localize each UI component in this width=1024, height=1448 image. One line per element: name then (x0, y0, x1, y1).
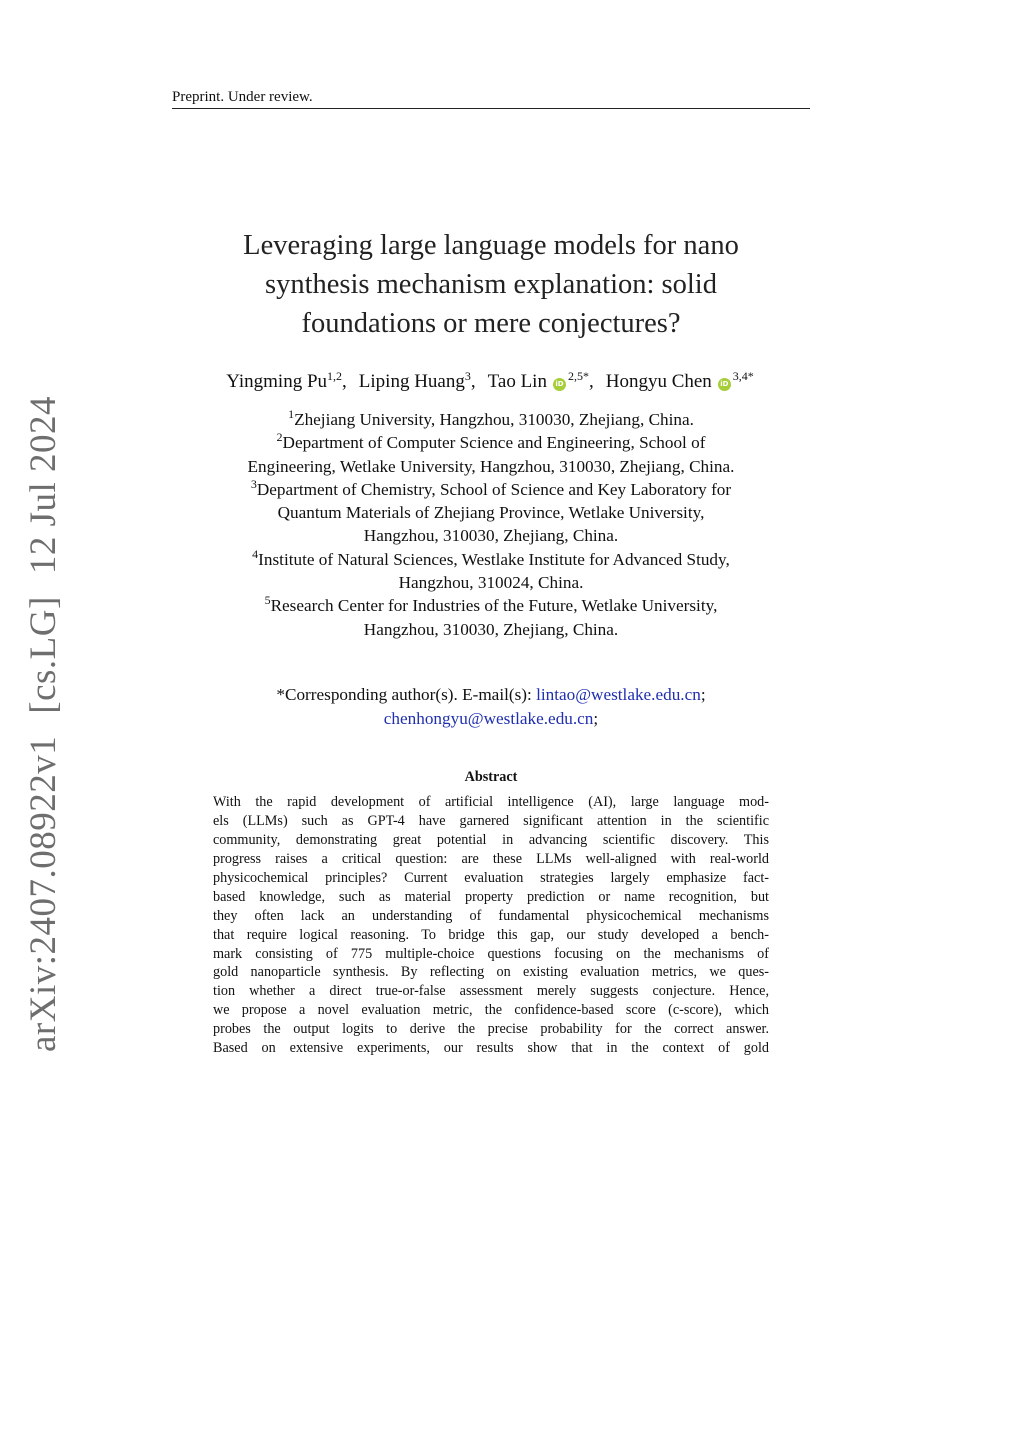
email-link[interactable]: chenhongyu@westlake.edu.cn (383, 708, 594, 728)
affiliation-sup: 3 (250, 476, 257, 491)
abstract-line: progress raises a critical question: are these LLMs well-aligned with real-world (213, 850, 769, 867)
abstract-line: physicochemical principles? Current evaluation strategies largely emphasize fact- (213, 869, 769, 886)
arxiv-category: [cs.LG] (23, 596, 64, 714)
abstract-line: gold nanoparticle synthesis. By reflecting on existing evaluation metrics, we ques- (213, 964, 769, 981)
arxiv-stamp (22, 396, 65, 1052)
orcid-icon[interactable]: iD (718, 378, 731, 391)
author-name: Yingming Pu (226, 371, 328, 392)
header-rule (172, 108, 810, 109)
affiliation-line: Hangzhou, 310024, China. (398, 573, 584, 593)
abstract-body (213, 793, 769, 1058)
affiliation-sup: 1 (288, 407, 295, 421)
email-separator: ; (700, 685, 706, 704)
email-separator: ; (593, 708, 599, 728)
affiliation-sup: 4 (252, 546, 259, 561)
affiliations (172, 408, 810, 641)
paper-title (172, 226, 810, 343)
affiliation-line (172, 431, 810, 454)
affiliation-sup: 5 (264, 593, 271, 608)
title-line: Leveraging large language models for nano (243, 230, 739, 261)
author-list (140, 371, 840, 393)
affiliation-text: Institute of Natural Sciences, Westlake Institute for Advanced Study, (258, 549, 730, 569)
author-affil-sup: 3,4* (732, 369, 754, 383)
affiliation-line: Hangzhou, 310030, Zhejiang, China. (363, 619, 619, 639)
affiliation-line: Hangzhou, 310030, Zhejiang, China. (363, 526, 619, 546)
author-affil-sup: 2,5* (567, 369, 589, 383)
affiliation-line: Engineering, Wetlake University, Hangzhou, 310030, Zhejiang, China. (247, 456, 735, 476)
abstract-line: tion whether a direct true-or-false assessment merely suggests conjecture. Hence, (213, 983, 769, 1000)
abstract-line: Based on extensive experiments, our results show that in the context of gold (213, 1040, 769, 1057)
abstract-line: community, demonstrating great potential in advancing scientific discovery. This (213, 831, 769, 848)
corresponding-prefix: *Corresponding author(s). E-mail(s): (276, 685, 537, 704)
author (488, 371, 589, 393)
orcid-icon[interactable]: iD (553, 378, 566, 391)
abstract-line: based knowledge, such as material property prediction or name recognition, but (213, 888, 769, 905)
abstract-line: they often lack an understanding of fundamental physicochemical mechanisms (213, 907, 769, 924)
corresponding-line-2 (172, 707, 810, 731)
author (606, 371, 754, 393)
author-affil-sup: 1,2 (327, 369, 343, 383)
author-name: Liping Huang (358, 371, 465, 392)
author-name: Hongyu Chen (605, 371, 712, 392)
title-line: foundations or mere conjectures? (301, 308, 681, 339)
arxiv-date: 12 Jul 2024 (23, 395, 64, 575)
abstract-line: With the rapid development of artificial intelligence (AI), large language mod- (213, 794, 769, 810)
author-affil-sup: 3 (464, 369, 471, 383)
title-line: synthesis mechanism explanation: solid (265, 269, 717, 300)
corresponding-authors (172, 683, 810, 730)
author-separator: , (342, 371, 347, 392)
affiliation-sup: 2 (276, 430, 283, 445)
author (359, 371, 471, 393)
abstract-line: probes the output logits to derive the precise probability for the correct answer. (213, 1021, 769, 1038)
author (226, 371, 342, 393)
arxiv-id: arXiv:2407.08922v1 (23, 735, 64, 1052)
affiliation-text: Department of Computer Science and Engineering, School of (282, 433, 706, 453)
abstract-heading: Abstract (464, 769, 518, 785)
affiliation-line (172, 478, 810, 501)
affiliation-line (172, 408, 810, 431)
abstract-line: that require logical reasoning. To bridge this gap, our study developed a bench- (213, 926, 769, 943)
corresponding-line-1 (172, 683, 810, 707)
abstract-line: mark consisting of 775 multiple-choice questions focusing on the mechanisms of (213, 945, 769, 962)
running-header: Preprint. Under review. (172, 89, 313, 105)
affiliation-line (172, 594, 810, 617)
affiliation-line: Quantum Materials of Zhejiang Province, Wetlake University, (277, 503, 705, 523)
affiliation-text: Department of Chemistry, School of Science and Key Laboratory for (256, 479, 732, 499)
affiliation-line (172, 548, 810, 571)
author-separator: , (588, 371, 594, 392)
abstract-line: we propose a novel evaluation metric, the confidence-based score (c-score), which (213, 1002, 769, 1019)
affiliation-text: Research Center for Industries of the Future, Wetlake University, (270, 596, 718, 616)
author-separator: , (470, 371, 476, 392)
affiliation-text: Zhejiang University, Hangzhou, 310030, Zhejiang, China. (294, 410, 694, 429)
email-link[interactable]: lintao@westlake.edu.cn (536, 685, 701, 704)
author-name: Tao Lin (487, 371, 547, 392)
abstract-line: els (LLMs) such as GPT-4 have garnered significant attention in the scientific (213, 812, 769, 829)
